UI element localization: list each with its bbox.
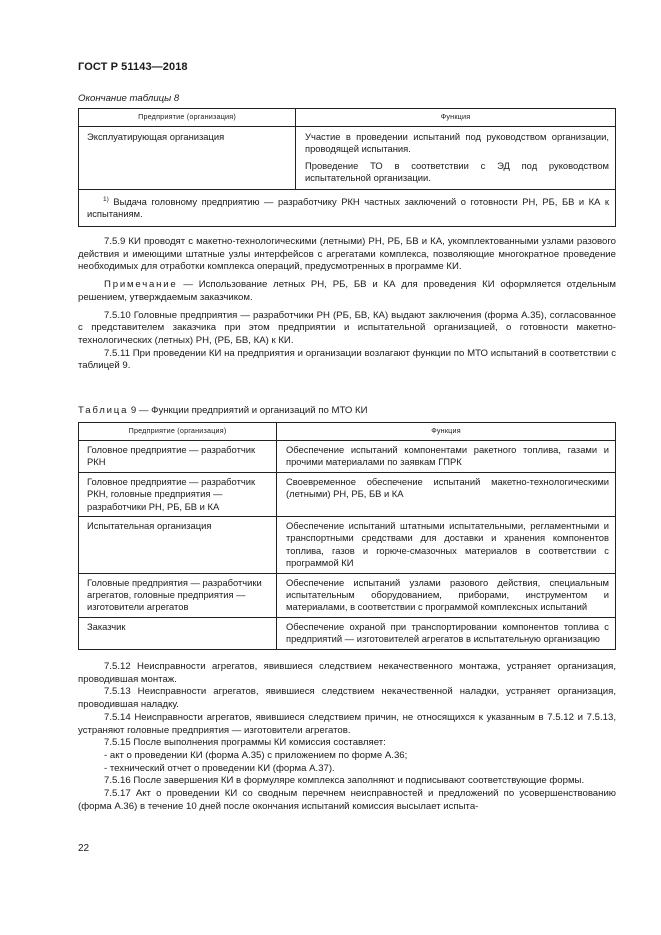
paragraph-7-5-10: 7.5.10 Головные предприятия — разработчики РН (РБ, БВ, КА) выдают заключения (форма А.35), согласованное с представителем заказчика при этом предприятии и испытательной организацией, о готовности макетно-технологических (летных) РН, (РБ, БВ, КА) к КИ. [78,309,616,346]
function-cell: Своевременное обеспечение испытаний макетно-технологическими (летными) РН, РБ, БВ и КА [277,472,616,516]
table-row [79,573,616,617]
note-label: Примечание [104,279,178,291]
column-header-organization: Предприятие (организация) [79,109,296,127]
section-7-5-12-to-7-5-17 [78,661,616,813]
paragraph-7-5-13: 7.5.13 Неисправности агрегатов, явившиеся следствием некачественной наладки, устраняет организация, проводившая наладку. [78,686,616,711]
table-header-row [79,109,616,127]
function-text: Участие в проведении испытаний под руководством организации, проводящей испытания. [305,131,609,155]
function-cell: Обеспечение охраной при транспортировании компонентов топлива с предприятий — изготовителей агрегатов в испытательную организацию [277,617,616,649]
paragraph-7-5-17: 7.5.17 Акт о проведении КИ со сводным перечнем неисправностей и предложений по усовершенствованию (форма А.36) в течение 10 дней после окончания испытаний комиссия высылает испыта- [78,788,616,812]
table-9 [78,422,616,650]
document-header: ГОСТ Р 51143—2018 [78,61,188,73]
column-header-organization: Предприятие (организация) [79,423,277,441]
table-row [79,517,616,574]
organization-cell: Эксплуатирующая организация [79,127,296,190]
table9-caption-text: 9 — Функции предприятий и организаций по МТО КИ [128,405,368,416]
list-item: - акт о проведении КИ (форма А.35) с приложением по форме А.36; [104,749,408,761]
paragraph-7-5-16: 7.5.16 После завершения КИ в формуляре комплекса заполняют и подписывают соответствующие формы. [104,775,585,787]
footnote-text: Выдача головному предприятию — разработчику РКН частных заключений о готовности РН, РБ, БВ и КА к испытаниям. [87,195,610,220]
organization-cell: Заказчик [79,617,277,649]
note-text: — Использование летных РН, РБ, БВ и КА для проведения КИ оформляется отдельным решением, утверждаемым заказчиком. [78,279,616,303]
section-7-5-9-to-7-5-11 [78,236,616,373]
paragraph-7-5-9: 7.5.9 КИ проводят с макетно-технологическими (летными) РН, РБ, БВ и КА, укомплектованными узлами разового действия и имеющими штатные узлы интерфейсов с агрегатами комплекса, позволяющие многократное проведение необходимых для отработки комплекса операций, предусмотренных в программе КИ. [78,236,616,273]
column-header-function: Функция [296,109,616,127]
table8-caption: Окончание таблицы 8 [78,93,180,104]
table-row [79,472,616,516]
organization-cell: Головное предприятие — разработчик РКН [79,441,277,473]
paragraph-7-5-11: 7.5.11 При проведении КИ на предприятия и организации возлагают функции по МТО испытаний в соответствии с таблицей 9. [78,347,616,372]
paragraph-7-5-12: 7.5.12 Неисправности агрегатов, явившиеся следствием некачественного монтажа, устраняет организация, проводившая монтаж. [78,661,616,685]
organization-cell: Испытательная организация [79,517,277,574]
note-7-5-9 [78,279,616,304]
table-row [79,617,616,649]
paragraph-7-5-14: 7.5.14 Неисправности агрегатов, явившиеся следствием причин, не относящихся к указанным в 7.5.12 и 7.5.13, устраняют головные предприятия — изготовители агрегатов. [78,711,616,736]
table9-caption [78,405,368,416]
organization-cell: Головное предприятие — разработчик РКН, головные предприятия — разработчики РН, РБ, БВ и КА [79,472,277,516]
function-text: Проведение ТО в соответствии с ЭД под руководством испытательной организации. [305,159,609,184]
organization-cell: Головные предприятия — разработчики агрегатов, головные предприятия — изготовители агрегатов [79,573,277,617]
table-footnote-row [79,189,616,226]
function-cell [296,127,616,190]
table-footnote [79,189,616,226]
table-8 [78,108,616,227]
function-cell: Обеспечение испытаний узлами разового действия, специальным испытательным оборудованием, приборами, инструментом и материалами, в соответствии с программой комплексных испытаний [277,573,616,617]
table-row [79,127,616,190]
function-cell: Обеспечение испытаний компонентами ракетного топлива, газами и прочими материалами по заявкам ГПРК [277,441,616,473]
table-header-row [79,423,616,441]
page-number: 22 [78,843,90,854]
function-cell: Обеспечение испытаний штатными испытательными, регламентными и транспортными средствами для доставки и хранения компонентов топлива, газов и горюче-смазочных материалов в соответствии с программой КИ [277,517,616,574]
table-row [79,441,616,473]
paragraph-7-5-15: 7.5.15 После выполнения программы КИ комиссия составляет: [104,737,386,749]
table9-caption-label: Таблица [78,405,129,416]
column-header-function: Функция [277,423,616,441]
list-item: - технический отчет о проведении КИ (форма А.37). [104,762,335,774]
footnote-marker: 1) [103,195,109,203]
